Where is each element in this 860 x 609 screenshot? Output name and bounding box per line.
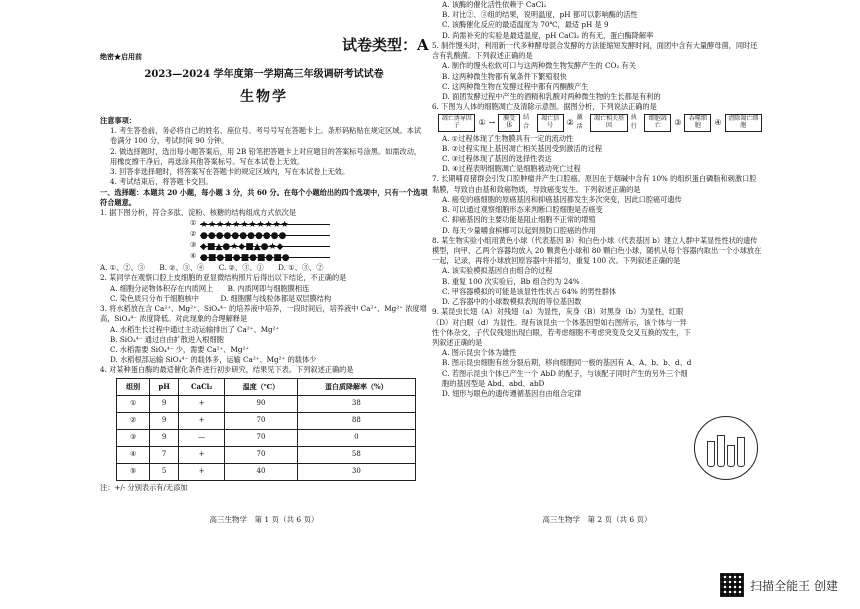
flow-step-2: ② <box>566 118 574 128</box>
table-cell: + <box>179 412 225 429</box>
table-cell: 9 <box>150 429 179 446</box>
question-9: 9. 某昆虫长翅（A）对残翅（a）为显性，灰身（B）对黑身（b）为显性，红眼（D）对白眼（d）为显性。现有该昆虫一个体基因型如右图所示，该个体与一异性个体杂交，子代仅残翅出现白眼，若考虑细胞不考虑突变及交叉互换的发生，下列叙述正确的是 <box>432 307 691 347</box>
notice-1: 1. 考生答卷前，务必将自己的姓名、座位号、考号号写在答题卡上。条形码粘贴在规定区域。本试卷满分 100 分，考试时间 90 分钟。 <box>110 126 422 146</box>
question-7-option-d: D. 每天少量嚼食槟榔可以起到预防口腔癌的作用 <box>442 225 596 235</box>
question-7-option-b: B. 可以通过观察细胞形态来判断口腔细胞是否癌变 <box>442 205 603 215</box>
table-cell: 88 <box>297 412 415 429</box>
table-cell: 40 <box>225 463 297 480</box>
table-cell: 7 <box>150 446 179 463</box>
question-6-option-b: B. ②过程实现上基因凋亡相关基因受到激活的过程 <box>442 143 603 153</box>
chromosome <box>707 441 715 467</box>
table-row <box>117 463 416 480</box>
question-9-option-d: D. 翅形与眼色的遗传遵循基因自由组合定律 <box>442 389 582 399</box>
question-4-option-c: C. 该酶催化反应的最适温度为 70℃，最适 pH 是 9 <box>442 20 609 30</box>
sequence-4: ④ ●■●■●■●■●■● <box>190 252 428 262</box>
question-3-option-b: B. SiO₄⁴⁻ 通过自由扩散进入根细胞 <box>110 334 224 344</box>
question-2: 2. 某同学在观察口腔上皮细胞的亚显微结构照片后得出以下结论，不正确的是 <box>100 273 347 283</box>
table-cell: 70 <box>225 446 297 463</box>
flow-step-4: ④ <box>714 118 722 128</box>
question-3: 3. 将水稻放在含 Ca²⁺、Mg²⁺、SiO₄⁴⁻ 的培养液中培养，一段时间后，培养液中 Ca²⁺、Mg²⁺ 浓度增高，SiO₄⁴⁻ 浓度降低。对此现象的合理解释是 <box>100 304 427 324</box>
table-cell: — <box>179 429 225 446</box>
table-row <box>117 429 416 446</box>
table-cell: ② <box>117 412 150 429</box>
question-5-option-b: B. 这两种微生物都有氧条件下繁殖很快 <box>442 71 567 81</box>
table-cell: ④ <box>117 446 150 463</box>
notice-3: 3. 回答非选择题时，将答案写在答题卡的规定区域内，写在本试卷上无效。 <box>110 167 350 177</box>
subject-title: 生物学 <box>240 89 288 106</box>
question-1-options: A. ①、②、③ B. ②、③、④ C. ②、③、① D. ①、③、② <box>100 263 324 273</box>
table-cell: 30 <box>297 463 415 480</box>
question-3-option-d: D. 水稻根部运输 SiO₄⁴⁻ 的载体多，运输 Ca²⁺、Mg²⁺ 的载体少 <box>110 355 317 365</box>
exam-type-label: 试卷类型：A <box>342 36 429 54</box>
table-row <box>117 395 416 412</box>
table-cell: 58 <box>297 446 415 463</box>
section-1-heading: 一、选择题：本题共 20 小题，每小题 3 分，共 60 分。在每个小题给出的四个选项中，只有一个选项符合题意。 <box>100 187 428 207</box>
question-2-option-cd: C. 染色质只分布于细胞核中 D. 细胞膜与线粒体都是双层膜结构 <box>110 293 332 303</box>
table-cell: 9 <box>150 395 179 412</box>
apoptosis-flow-diagram <box>438 114 762 131</box>
question-2-option-ab: A. 细胞分泌物体积存在内质网上 B. 内质网即与细胞膜相连 <box>110 283 310 293</box>
table-cell: 0 <box>297 429 415 446</box>
flow-box-apoptosis: 细胞凋亡 <box>644 114 671 131</box>
sequence-3: ③ ◆■▲●★◆■▲●★◆ <box>190 241 428 251</box>
question-8: 8. 某生物实验小组用黄色小球（代表基因 B）和白色小球（代表基因 b）建立人群中某显性性状的遗传模型，向甲、乙两个容器均放入 20 颗黄色小球和 80 颗白色小球，随机从每个容器内取出一个小球放在一起，记录，再将小球放回原容器中并摇匀，重复 100 次。下列叙述正确的是 <box>432 235 762 266</box>
flow-box-genes: 凋亡相关基因 <box>590 114 627 131</box>
table-cell: 38 <box>297 395 415 412</box>
confidential-seal: 绝密★启用前 <box>100 52 142 61</box>
table-cell: 70 <box>225 412 297 429</box>
flow-label-activate: 激活 <box>576 114 583 130</box>
flow-label-execute: 执行 <box>630 114 637 130</box>
question-5-option-a: A. 制作的馒头松软可口与这两种微生物发酵产生的 CO₂ 有关 <box>442 61 636 71</box>
question-6-option-c: C. ③过程体现了基因的选择性表达 <box>442 154 552 164</box>
flow-label-bind: 结合 <box>523 114 530 130</box>
table-cell: ① <box>117 395 150 412</box>
table-header: CaCl₂ <box>179 378 225 395</box>
table-header-row <box>117 378 416 395</box>
question-3-option-a: A. 水稻生长过程中通过主动运输排出了 Ca²⁺、Mg²⁺ <box>110 324 280 334</box>
table-cell: + <box>179 463 225 480</box>
question-7-option-a: A. 癌变的癌细胞的原癌基因和抑癌基因都发生多次突变，因此口腔癌可遗传 <box>442 194 682 204</box>
flow-step-1: ① <box>478 118 486 128</box>
table-cell: 90 <box>225 395 297 412</box>
question-8-option-d: D. 乙容器中的小球数模拟表现的等位基因数 <box>442 297 582 307</box>
flow-box-receptor: 膜受体 <box>498 114 520 131</box>
exam-title: 2023—2024 学年度第一学期高三年级调研考试试卷 <box>144 68 384 80</box>
table-row <box>117 412 416 429</box>
question-1: 1. 据下图分析，符合多肽、淀粉、核糖的结构组成方式依次是 <box>100 207 297 217</box>
question-6-option-d: D. ④过程表明细胞凋亡是细胞被动死亡过程 <box>442 164 581 174</box>
qr-code-icon <box>720 573 744 597</box>
watermark-text: 扫描全能王 创建 <box>750 578 838 593</box>
flow-box-inducer: 凋亡诱导因子 <box>438 114 475 131</box>
question-6-option-a: A. ①过程体现了生物膜具有一定的流动性 <box>442 133 574 143</box>
page-1-footer: 高三生物学 第 1 页（共 6 页） <box>209 515 319 525</box>
flow-box-signal: 凋亡信号 <box>537 114 564 131</box>
enzyme-results-table <box>116 378 416 481</box>
notice-4: 4. 考试结束后，将答题卡交回。 <box>110 177 213 187</box>
scanner-watermark <box>720 573 838 597</box>
table-header: 蛋白质降解率（%） <box>297 378 415 395</box>
table-cell: 70 <box>225 429 297 446</box>
monomer-sequence-figure <box>100 219 428 262</box>
table-cell: ③ <box>117 429 150 446</box>
exam-page-2 <box>432 0 762 530</box>
table-header: 组别 <box>117 378 150 395</box>
table-cell: 9 <box>150 412 179 429</box>
question-5-option-c: C. 这两种微生物在发酵过程中都有丙酮酸产生 <box>442 81 589 91</box>
table-row <box>117 446 416 463</box>
question-6: 6. 下图为人体的细胞凋亡及清除示意图。据图分析，下列说法正确的是 <box>432 102 657 112</box>
question-9-option-b: B. 图示昆虫细胞有丝分裂后期，移向细胞同一极的基因有 A、A、b、b、d、d <box>442 358 692 368</box>
arrow-right-icon: → <box>488 118 496 128</box>
question-5-option-d: D. 面团发酵过程中产生的酒精和乳酸对两种微生物的生长都是有利的 <box>442 91 661 101</box>
question-9-option-a: A. 图示昆虫个体为雄性 <box>442 348 517 358</box>
question-3-option-c: C. 水稻需要 SiO₄⁴⁻ 少，需要 Ca²⁺、Mg²⁺ <box>110 344 250 354</box>
question-5: 5. 制作馒头时，利用新一代多种酵母混合发酵的方法能缩短发酵时间，面团中含有大量酵母菌，同时还含有乳酸菌。下列叙述正确的是 <box>432 40 758 61</box>
flow-box-phagocyte: 吞噬细胞 <box>684 114 711 131</box>
question-4: 4. 对某种蛋白酶的最适催化条件进行初步研究，结果见下表。下列叙述正确的是 <box>100 365 354 375</box>
chromosome <box>717 435 725 467</box>
sequence-2: ② ●●●●●●●●●●● <box>190 230 428 240</box>
table-note: 注：+/- 分别表示有/无添加 <box>100 482 188 492</box>
page-2-footer: 高三生物学 第 2 页（共 6 页） <box>542 515 652 525</box>
table-cell: 5 <box>150 463 179 480</box>
table-cell: ⑤ <box>117 463 150 480</box>
flow-step-3: ③ <box>674 118 682 128</box>
question-4-option-b: B. 对比②、③组的结果，说明温度，pH 都可以影响酶的活性 <box>442 10 638 20</box>
chromosome <box>727 445 735 467</box>
flow-box-clear: 清除凋亡细胞 <box>725 114 762 131</box>
table-cell: + <box>179 395 225 412</box>
chromosome <box>737 437 745 467</box>
sequence-1: ① ★★★★★★★★★★★ <box>190 219 428 229</box>
question-7-option-c: C. 抑癌基因的主要功能是阻止细胞不正常的增殖 <box>442 215 596 225</box>
question-8-option-c: C. 甲容器模拟的可能是该显性性状占 64% 的男性群体 <box>442 286 617 296</box>
table-cell: + <box>179 446 225 463</box>
question-9-option-c: C. 若图示昆虫个体已产生一个 AbD 的配子，与该配子同时产生的另外三个细胞的基因型是 Abd、abd、abD <box>442 368 688 388</box>
table-header: pH <box>150 378 179 395</box>
question-4-option-a: A. 该酶的催化活性依赖于 CaCl₂ <box>442 0 547 9</box>
question-8-option-b: B. 重复 100 次实验后，Bb 组合约为 24% <box>442 276 580 286</box>
question-8-option-a: A. 该实验模拟基因自由组合的过程 <box>442 266 553 276</box>
notice-title: 注意事项： <box>100 116 136 125</box>
chromosome-cell-diagram <box>694 416 758 480</box>
question-4-option-d: D. 尚需补充的实验是最适温度，pH CaCl₂ 的有无，蛋白酶降解率 <box>442 30 654 40</box>
table-header: 温度（℃） <box>225 378 297 395</box>
notice-2: 2. 做选择题时，选出每小题答案后，用 2B 铅笔把答题卡上对应题目的答案标号涂黑。如需改动，用橡皮擦干净后，再选涂其他答案标号。写在本试卷上无效。 <box>110 146 422 166</box>
exam-page-1 <box>100 0 428 530</box>
question-7: 7. 长期哺育猪群会引发口腔肿瘤并产生口腔癌。原因在于烟碱中含有 10% 的组织蛋白磷脂和刺激口腔黏膜，导致自由基和致癌物质，导致癌变发生。下列叙述正确的是 <box>432 174 757 194</box>
